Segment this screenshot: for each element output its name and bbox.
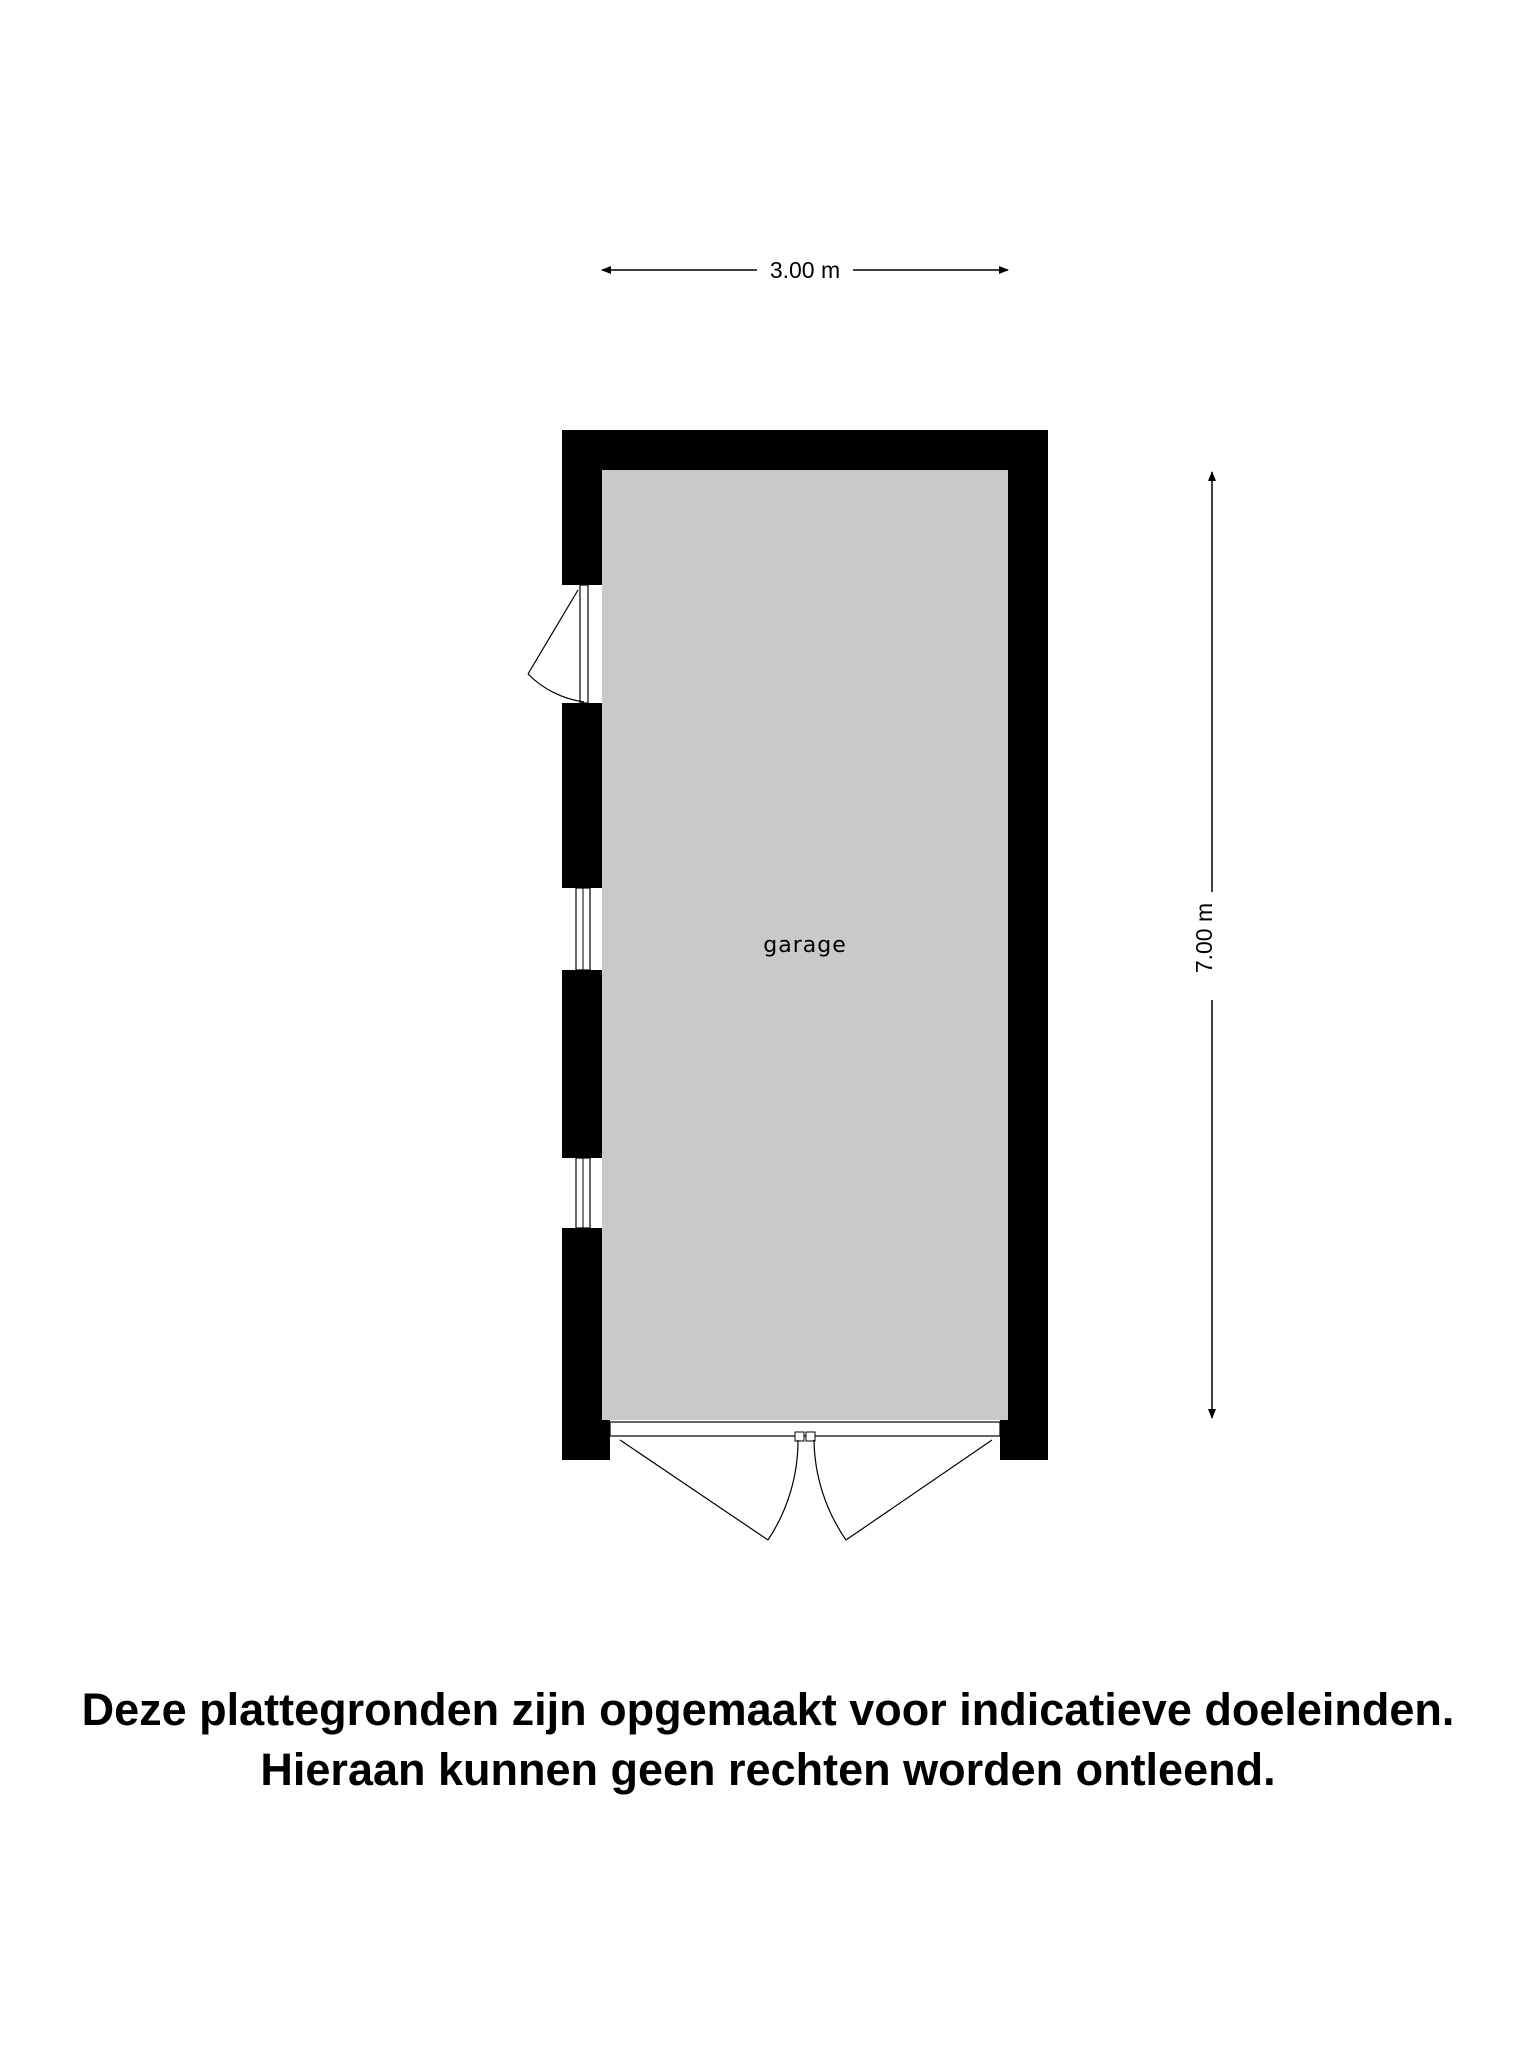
side-door [528, 585, 588, 703]
disclaimer-line-2: Hieraan kunnen geen rechten worden ontleend. [260, 1744, 1276, 1795]
side-door-swing-arc [528, 674, 584, 702]
garage-door-left-leaf [620, 1440, 768, 1540]
garage-door-left-arc [768, 1440, 798, 1540]
window-middle [576, 888, 590, 970]
garage-door-right-leaf [846, 1440, 992, 1540]
disclaimer-line-1: Deze plattegronden zijn opgemaakt voor indicatieve doeleinden. [81, 1684, 1455, 1735]
garage-door-left-stop [795, 1432, 804, 1441]
garage-doors [610, 1422, 1000, 1540]
wall-left-segment-2 [562, 703, 602, 888]
depth-dimension [1191, 472, 1217, 1418]
wall-bottom-left-pier [562, 1420, 610, 1460]
disclaimer [0, 1680, 1536, 1800]
side-door-frame [580, 585, 588, 703]
wall-left-segment-1 [562, 430, 602, 585]
side-door-leaf [528, 590, 578, 674]
wall-left-segment-3 [562, 970, 602, 1158]
depth-dimension-label: 7.00 m [1191, 902, 1217, 974]
room-label-garage: garage [763, 933, 847, 958]
wall-bottom-right-pier [1000, 1420, 1048, 1460]
window-lower [576, 1158, 590, 1228]
width-dimension-label: 3.00 m [769, 257, 841, 283]
wall-top [562, 430, 1048, 470]
wall-right [1008, 430, 1048, 1460]
garage-door-right-stop [806, 1432, 815, 1441]
garage-door-right-arc [814, 1440, 846, 1540]
width-dimension [602, 257, 1008, 283]
garage-door-frame [610, 1422, 1000, 1436]
